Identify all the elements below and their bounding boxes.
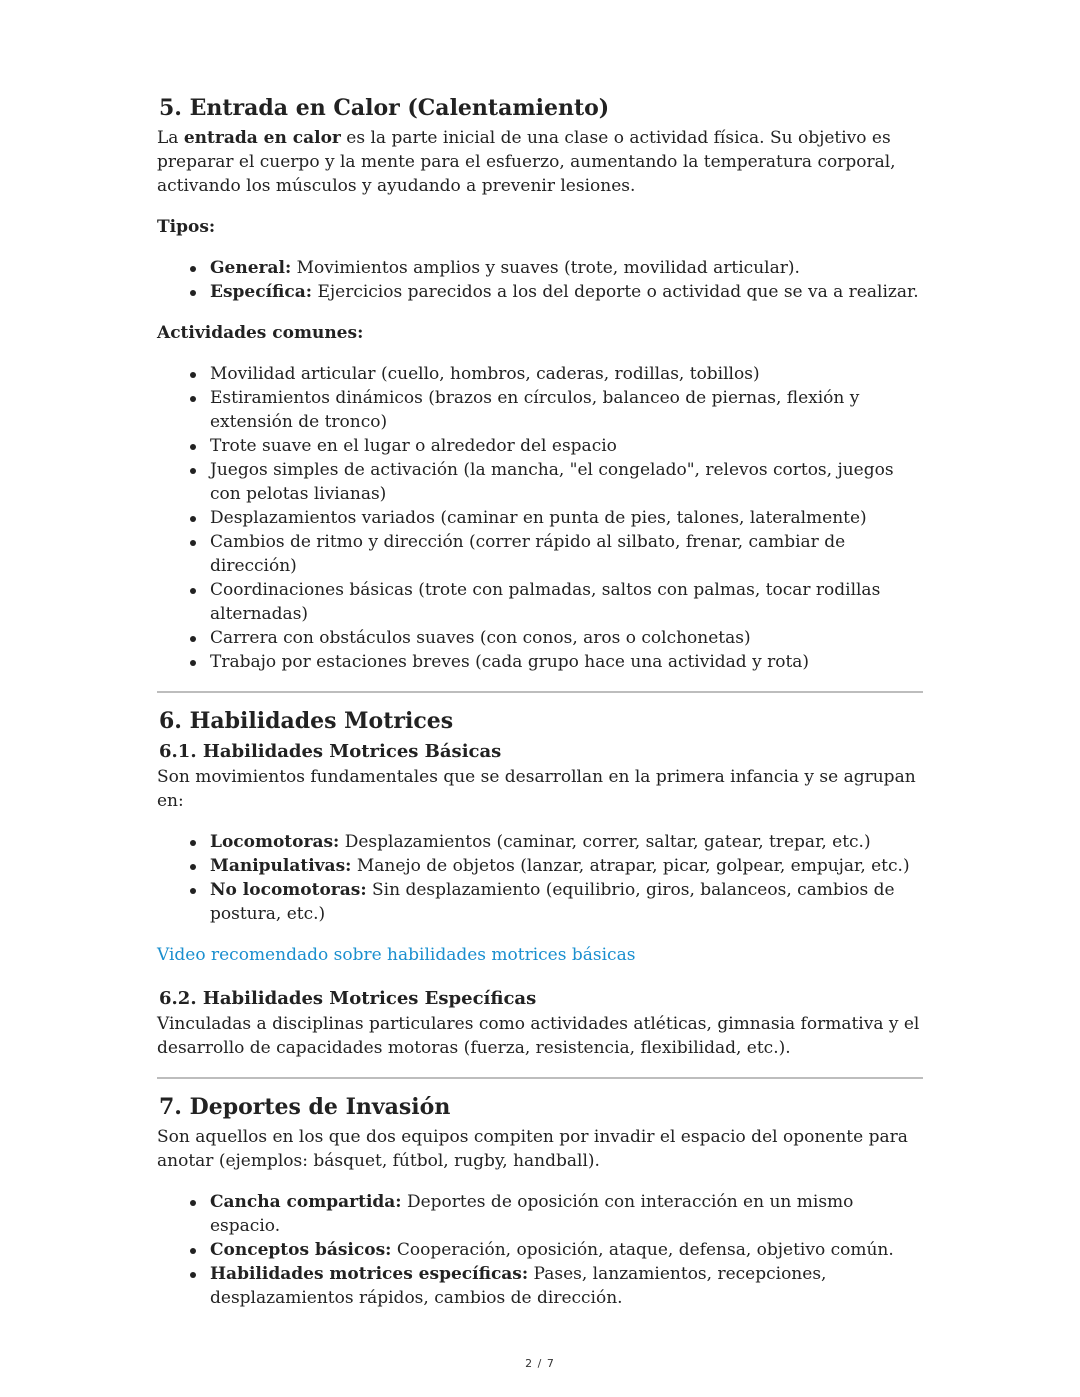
actividades-label: Actividades comunes: bbox=[157, 323, 364, 343]
actividades-list bbox=[157, 362, 923, 674]
list-item: Coordinaciones básicas (trote con palmadas, saltos con palmas, tocar rodillas alternadas) bbox=[210, 578, 923, 626]
tipos-label: Tipos: bbox=[157, 217, 216, 237]
list-item: Cambios de ritmo y dirección (correr rápido al silbato, frenar, cambiar de dirección) bbox=[210, 530, 923, 578]
subsection-6-2-title: 6.2. Habilidades Motrices Específicas bbox=[159, 988, 537, 1009]
section-5-title: 5. Entrada en Calor (Calentamiento) bbox=[159, 95, 610, 121]
list-item: Estiramientos dinámicos (brazos en círculos, balanceo de piernas, flexión y extensión de tronco) bbox=[210, 386, 923, 434]
subsection-6-2-text: Vinculadas a disciplinas particulares como actividades atléticas, gimnasia formativa y el desarrollo de capacidades motoras (fuerza, resistencia, flexibilidad, etc.). bbox=[157, 1014, 920, 1058]
list-item: No locomotoras: Sin desplazamiento (equilibrio, giros, balanceos, cambios de postura, etc.) bbox=[210, 878, 923, 926]
list-item: Juegos simples de activación (la mancha, "el congelado", relevos cortos, juegos con pelotas livianas) bbox=[210, 458, 923, 506]
list-item: General: Movimientos amplios y suaves (trote, movilidad articular). bbox=[210, 256, 923, 280]
section-divider bbox=[157, 1077, 923, 1079]
document-page bbox=[157, 92, 923, 1310]
list-item: Conceptos básicos: Cooperación, oposición, ataque, defensa, objetivo común. bbox=[210, 1238, 923, 1262]
list-item: Carrera con obstáculos suaves (con conos, aros o colchonetas) bbox=[210, 626, 923, 650]
list-item: Habilidades motrices específicas: Pases, lanzamientos, recepciones, desplazamientos rápidos, cambios de dirección. bbox=[210, 1262, 923, 1310]
tipos-list bbox=[157, 256, 923, 304]
section-6-title: 6. Habilidades Motrices bbox=[159, 708, 454, 734]
list-item: Específica: Ejercicios parecidos a los del deporte o actividad que se va a realizar. bbox=[210, 280, 923, 304]
section-7-text: Son aquellos en los que dos equipos compiten por invadir el espacio del oponente para anotar (ejemplos: básquet, fútbol, rugby, handball). bbox=[157, 1127, 908, 1171]
section-divider bbox=[157, 691, 923, 693]
habilidades-basicas-list bbox=[157, 830, 923, 926]
subsection-6-1-text: Son movimientos fundamentales que se desarrollan en la primera infancia y se agrupan en: bbox=[157, 767, 916, 811]
section-5-intro: La entrada en calor es la parte inicial de una clase o actividad física. Su objetivo es preparar el cuerpo y la mente para el esfuerzo, aumentando la temperatura corporal, activando los músculos y ayudando a prevenir lesiones. bbox=[157, 128, 896, 196]
list-item: Manipulativas: Manejo de objetos (lanzar, atrapar, picar, golpear, empujar, etc.) bbox=[210, 854, 923, 878]
page-indicator: 2 / 7 bbox=[525, 1357, 555, 1370]
subsection-6-1-title: 6.1. Habilidades Motrices Básicas bbox=[159, 741, 502, 762]
list-item: Trabajo por estaciones breves (cada grupo hace una actividad y rota) bbox=[210, 650, 923, 674]
list-item: Cancha compartida: Deportes de oposición con interacción en un mismo espacio. bbox=[210, 1190, 923, 1238]
list-item: Desplazamientos variados (caminar en punta de pies, talones, lateralmente) bbox=[210, 506, 923, 530]
list-item: Locomotoras: Desplazamientos (caminar, correr, saltar, gatear, trepar, etc.) bbox=[210, 830, 923, 854]
video-recomendado-link[interactable]: Video recomendado sobre habilidades motrices básicas bbox=[157, 945, 636, 965]
list-item: Trote suave en el lugar o alrededor del espacio bbox=[210, 434, 923, 458]
section-7-title: 7. Deportes de Invasión bbox=[159, 1094, 451, 1120]
deportes-invasion-list bbox=[157, 1190, 923, 1310]
list-item: Movilidad articular (cuello, hombros, caderas, rodillas, tobillos) bbox=[210, 362, 923, 386]
